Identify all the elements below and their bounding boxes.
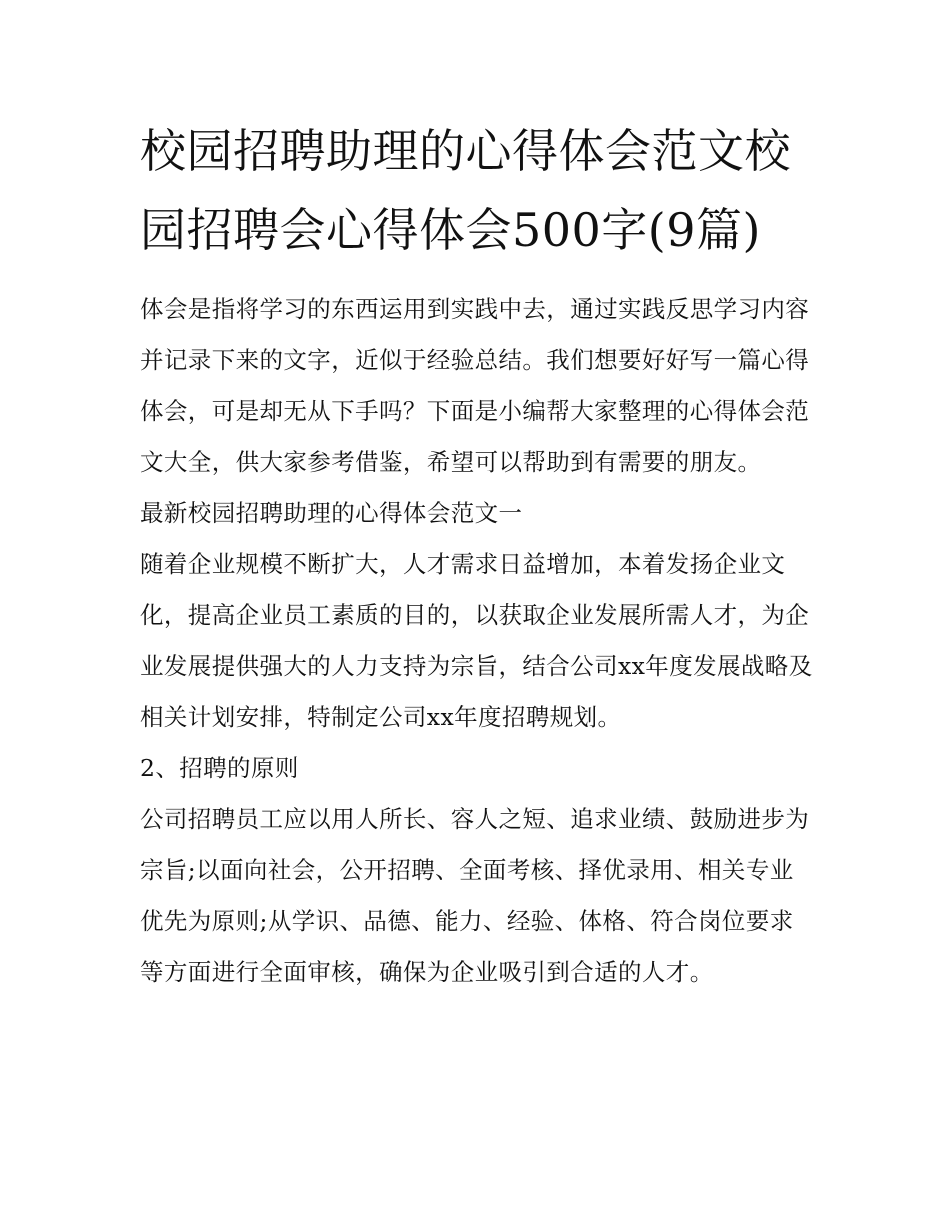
section-heading: 最新校园招聘助理的心得体会范文一 — [140, 499, 523, 527]
document-body — [140, 112, 815, 998]
body-paragraph: 公司招聘员工应以用人所长、容人之短、追求业绩、鼓励进步为宗旨;以面向社会，公开招聘、全面考核、择优录用、相关专业优先为原则;从学识、品德、能力、经验、体格、符合岗位要求等方面进行全面审核，确保为企业吸引到合适的人才。 — [140, 805, 810, 986]
body-paragraph: 随着企业规模不断扩大，人才需求日益增加，本着发扬企业文化，提高企业员工素质的目的，以获取企业发展所需人才，为企业发展提供强大的人力支持为宗旨，结合公司xx年度发展战略及相关计划安排，特制定公司xx年度招聘规划。 — [140, 550, 813, 731]
subsection-heading: 2、招聘的原则 — [140, 754, 299, 782]
document-title: 校园招聘助理的心得体会范文校园招聘会心得体会500字(9篇) — [140, 124, 791, 257]
intro-paragraph: 体会是指将学习的东西运用到实践中去，通过实践反思学习内容并记录下来的文字，近似于经验总结。我们想要好好写一篇心得体会，可是却无从下手吗？下面是小编帮大家整理的心得体会范文大全，供大家参考借鉴，希望可以帮助到有需要的朋友。 — [140, 295, 810, 476]
